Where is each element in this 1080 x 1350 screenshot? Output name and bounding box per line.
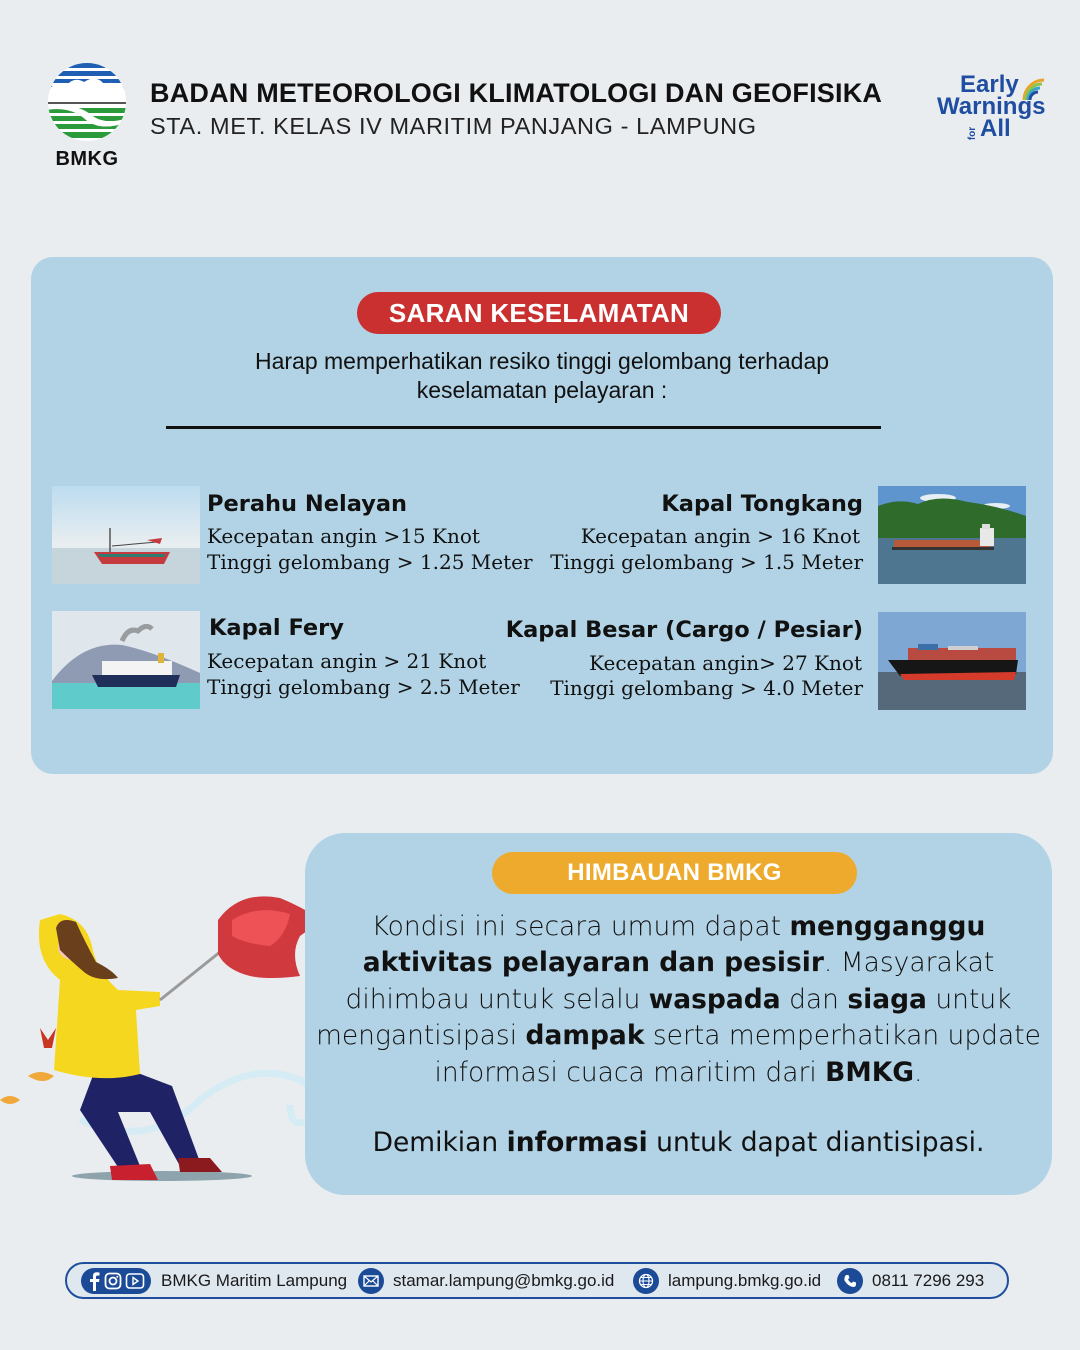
advice-bold-4: dampak [525,1020,645,1052]
phone-number: 0811 7296 293 [872,1270,985,1290]
safety-intro-line1: Harap memperhatikan resiko tinggi gelombang terhadap [254,348,830,374]
phone-link[interactable] [837,1264,984,1297]
vessel-wave: Tinggi gelombang > 1.25 Meter [207,550,533,574]
vessel-wave: Tinggi gelombang > 1.5 Meter [550,550,863,574]
closing-text-1: Demikian [372,1127,507,1158]
social-link[interactable] [81,1264,347,1297]
windy-umbrella-illustration [0,880,330,1190]
early-warnings-logo [932,72,1062,152]
vessel-wind: Kecepatan angin> 27 Knot [589,651,862,675]
ferry-image [52,611,200,709]
ewfa-line1: Early [960,71,1019,98]
fishing-boat-image [52,486,200,584]
advice-bold-5: BMKG [825,1056,915,1088]
social-icons [81,1268,151,1294]
instagram-icon [104,1272,122,1290]
facebook-icon [87,1271,101,1291]
advice-text-6: . [914,1056,923,1088]
advice-text-5: serta memperhatikan update informasi cuaca maritim dari [434,1020,1041,1088]
ewfa-for: for [967,126,979,141]
closing-text-2: untuk dapat diantisipasi. [647,1127,985,1158]
globe-icon [633,1268,659,1294]
logo-text: BMKG [55,148,119,170]
advice-badge: HIMBAUAN BMKG [492,852,857,894]
bmkg-emblem-icon [46,62,128,142]
mail-icon [358,1268,384,1294]
vessel-wind: Kecepatan angin > 21 Knot [207,649,487,673]
ewfa-line2: Warnings [937,93,1046,120]
safety-badge: SARAN KESELAMATAN [357,292,721,334]
vessel-wave: Tinggi gelombang > 2.5 Meter [207,675,520,699]
vessel-wind: Kecepatan angin > 16 Knot [580,524,860,548]
vessel-wind: Kecepatan angin >15 Knot [207,524,480,548]
org-title: BADAN METEOROLOGI KLIMATOLOGI DAN GEOFISIKA [150,78,883,108]
advice-paragraph [305,909,1052,1091]
advice-text-3: dan [780,983,848,1015]
contact-footer [65,1262,1009,1299]
bmkg-logo [46,62,128,172]
org-subtitle: STA. MET. KELAS IV MARITIM PANJANG - LAMPUNG [150,113,757,139]
vessel-name: Kapal Tongkang [661,491,863,517]
advice-card [305,833,1052,1195]
advice-bold-2: waspada [648,983,781,1015]
barge-image [878,486,1026,584]
cargo-ship-image [878,612,1026,710]
ewfa-line3: All [980,115,1011,142]
advice-bold-1: mengganggu aktivitas pelayaran dan pesisir [362,911,986,979]
safety-intro [31,347,1053,405]
advice-text-2: . Masyarakat dihimbau untuk selalu [345,947,995,1015]
social-handle: BMKG Maritim Lampung [161,1270,348,1290]
closing-bold: informasi [506,1127,648,1158]
phone-icon [837,1268,863,1294]
vessel-name: Kapal Besar (Cargo / Pesiar) [505,617,863,643]
vessel-name: Perahu Nelayan [207,491,408,517]
youtube-icon [125,1272,145,1290]
advice-bold-3: siaga [847,983,927,1015]
advice-text-1: Kondisi ini secara umum dapat [371,911,790,942]
advice-closing [305,1127,1052,1158]
divider [166,426,881,429]
safety-card [31,257,1053,774]
website-link[interactable] [633,1264,821,1297]
email-link[interactable] [358,1264,614,1297]
website-url: lampung.bmkg.go.id [668,1270,822,1290]
signal-arcs-icon [1022,78,1048,102]
safety-intro-line2: keselamatan pelayaran : [416,377,668,403]
vessel-name: Kapal Fery [209,615,344,641]
vessel-wave: Tinggi gelombang > 4.0 Meter [550,676,863,700]
advice-text-4: untuk mengantisipasi [316,983,1012,1052]
email-address: stamar.lampung@bmkg.go.id [393,1270,615,1290]
